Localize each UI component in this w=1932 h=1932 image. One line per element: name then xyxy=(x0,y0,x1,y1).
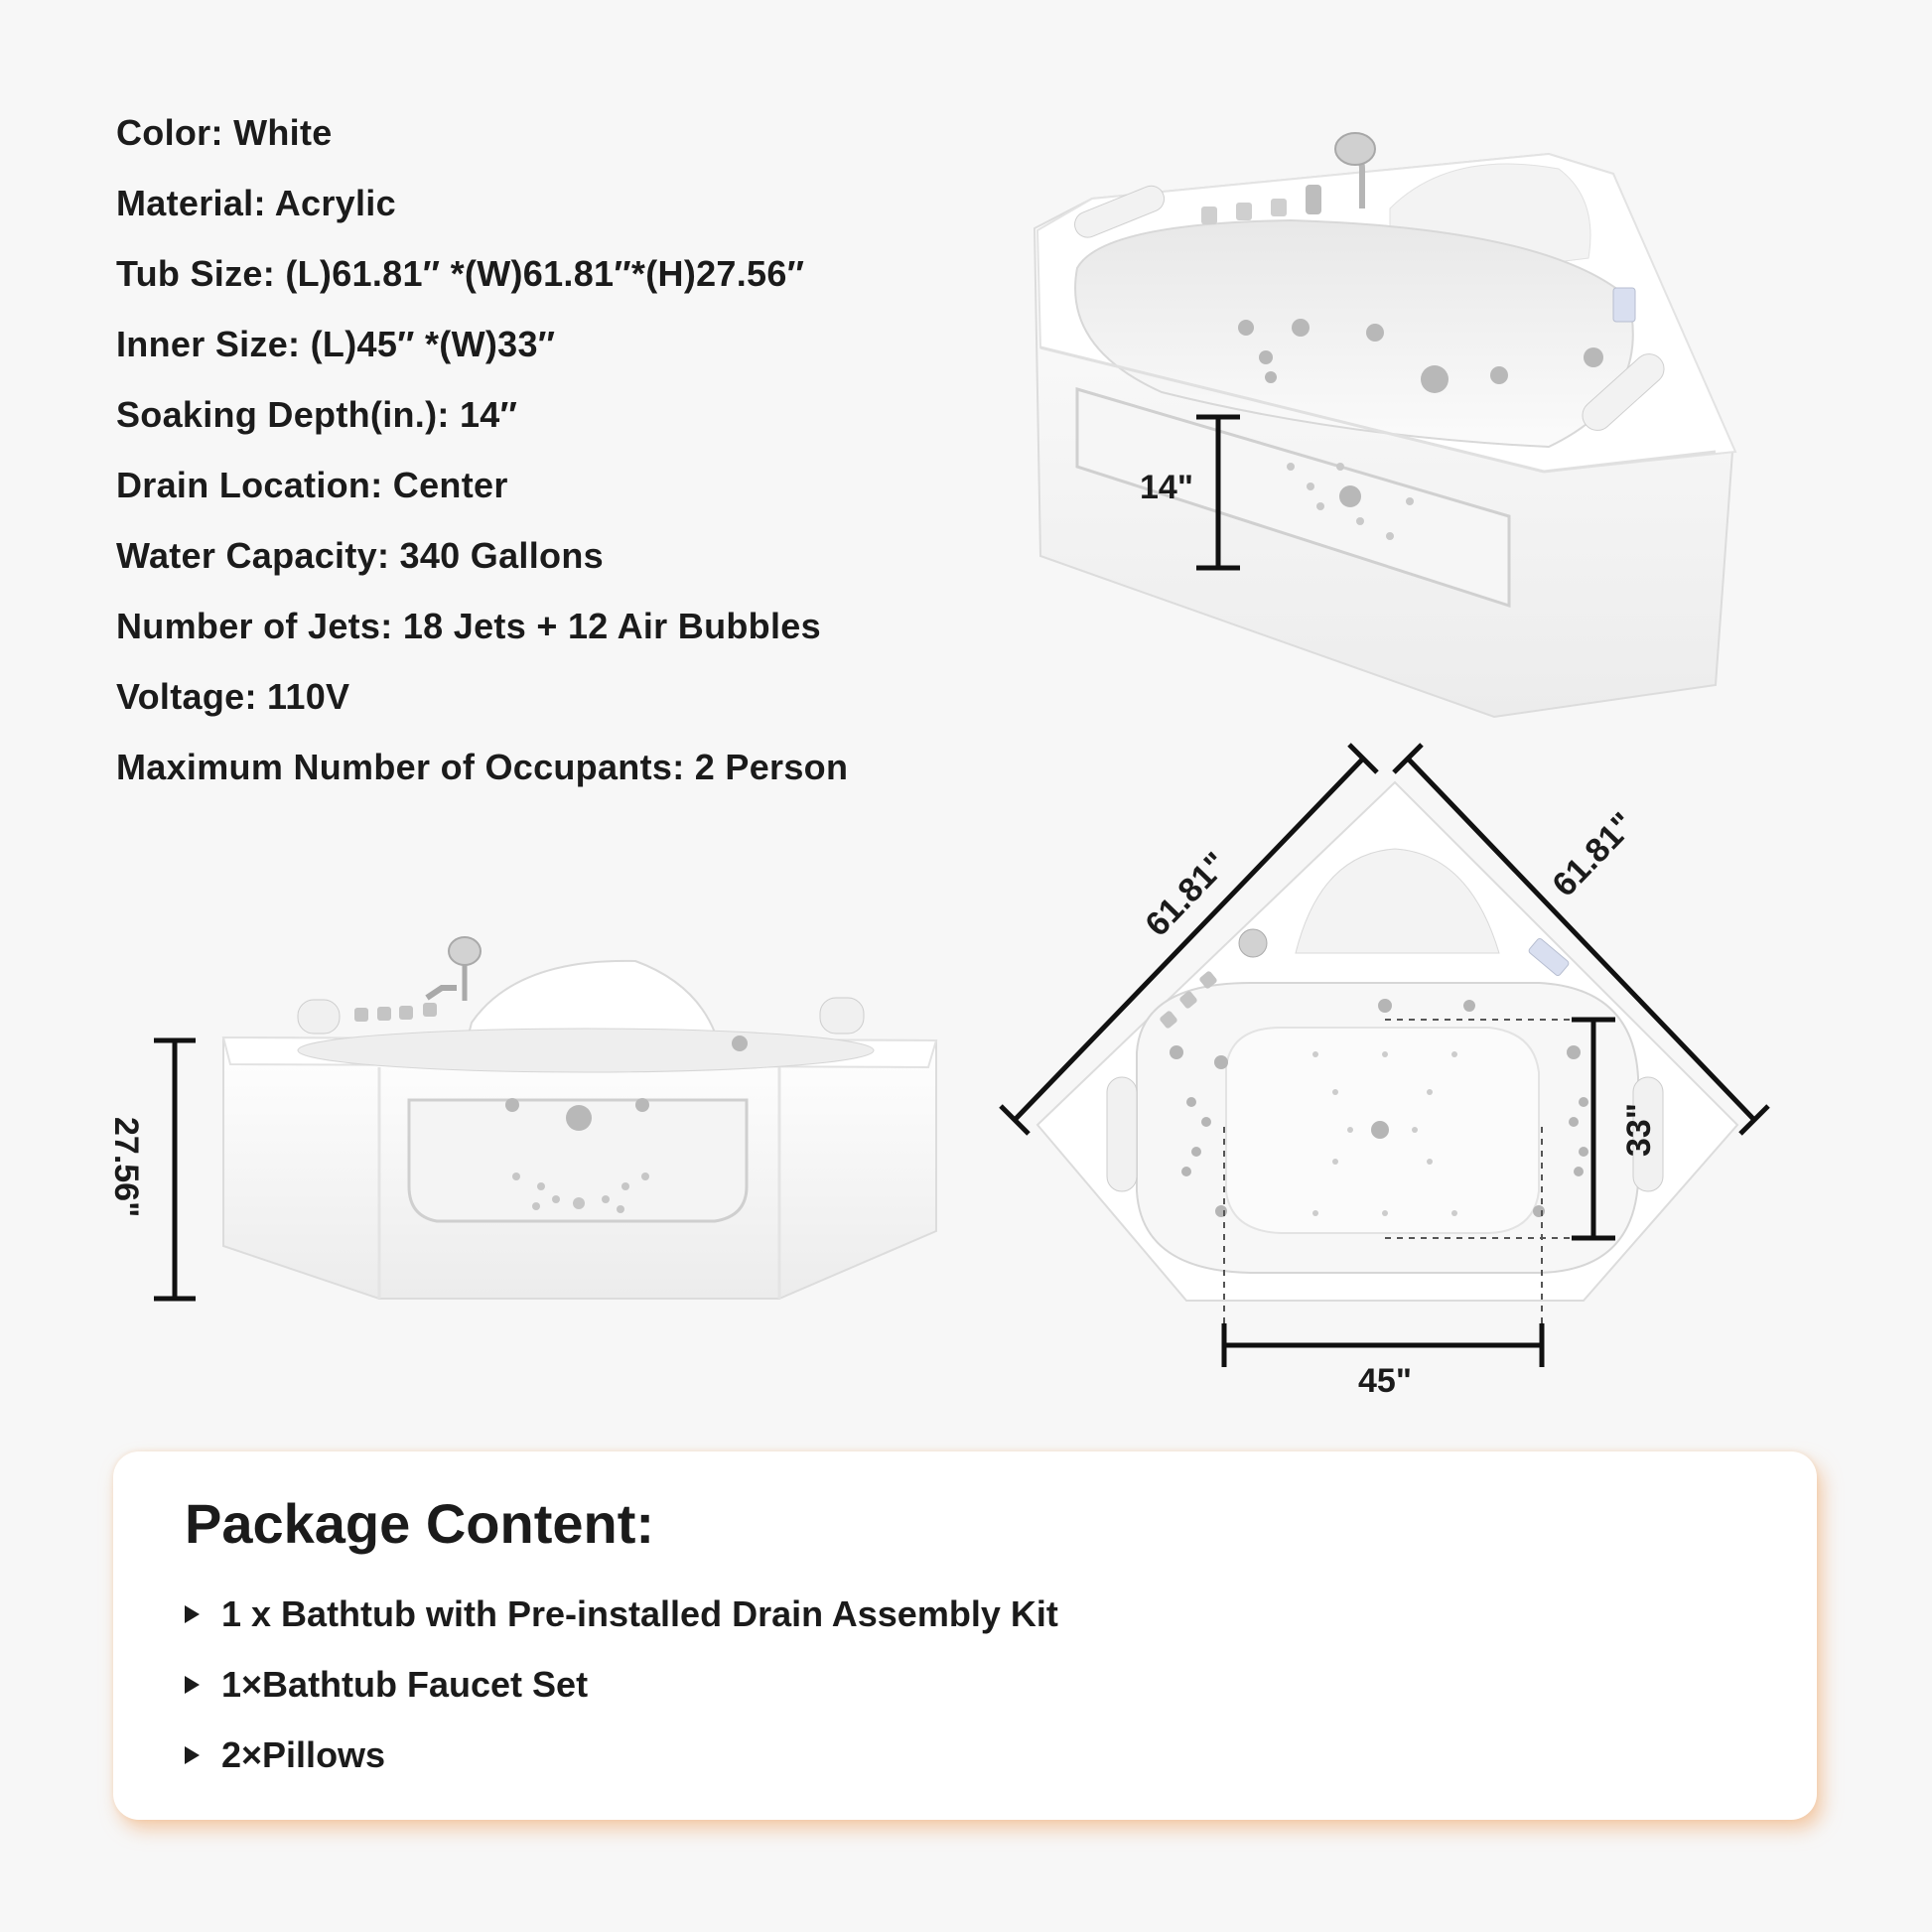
inner-length-dimension-label: 45" xyxy=(1358,1362,1412,1400)
tub-top-view xyxy=(1001,745,1768,1400)
spec-water-capacity: Water Capacity: 340 Gallons xyxy=(116,535,604,576)
spec-color: Color: White xyxy=(116,112,333,153)
package-item-label: 1 x Bathtub with Pre-installed Drain Assembly Kit xyxy=(221,1592,1058,1634)
soaking-depth-dimension-label: 14" xyxy=(1140,469,1193,506)
package-item xyxy=(185,1661,1058,1731)
spec-drain-location: Drain Location: Center xyxy=(116,465,508,505)
package-item-label: 1×Bathtub Faucet Set xyxy=(221,1663,589,1705)
spec-inner-size: Inner Size: (L)45″ *(W)33″ xyxy=(116,324,556,364)
package-content-title: Package Content: xyxy=(185,1492,654,1555)
spec-material: Material: Acrylic xyxy=(116,183,396,223)
triangle-bullet-icon xyxy=(185,1676,200,1694)
tub-perspective-view xyxy=(1035,133,1735,717)
package-content-card xyxy=(113,1451,1817,1820)
triangle-bullet-icon xyxy=(185,1746,200,1764)
spec-soaking-depth: Soaking Depth(in.): 14″ xyxy=(116,394,518,435)
package-item xyxy=(185,1731,1058,1802)
package-content-list xyxy=(185,1590,1058,1802)
package-item xyxy=(185,1590,1058,1661)
side-right-dimension-label: 61.81" xyxy=(1545,805,1643,904)
inner-width-dimension-label: 33" xyxy=(1620,1103,1658,1157)
package-item-label: 2×Pillows xyxy=(221,1733,386,1775)
spec-voltage: Voltage: 110V xyxy=(116,676,350,717)
spec-number-of-jets: Number of Jets: 18 Jets + 12 Air Bubbles xyxy=(116,606,821,646)
height-dimension-label: 27.56" xyxy=(107,1117,145,1218)
spec-tub-size: Tub Size: (L)61.81″ *(W)61.81″*(H)27.56″ xyxy=(116,253,805,294)
triangle-bullet-icon xyxy=(185,1605,200,1623)
spec-max-occupants: Maximum Number of Occupants: 2 Person xyxy=(116,747,849,787)
side-left-dimension-label: 61.81" xyxy=(1138,845,1236,944)
tub-front-view xyxy=(107,937,936,1299)
